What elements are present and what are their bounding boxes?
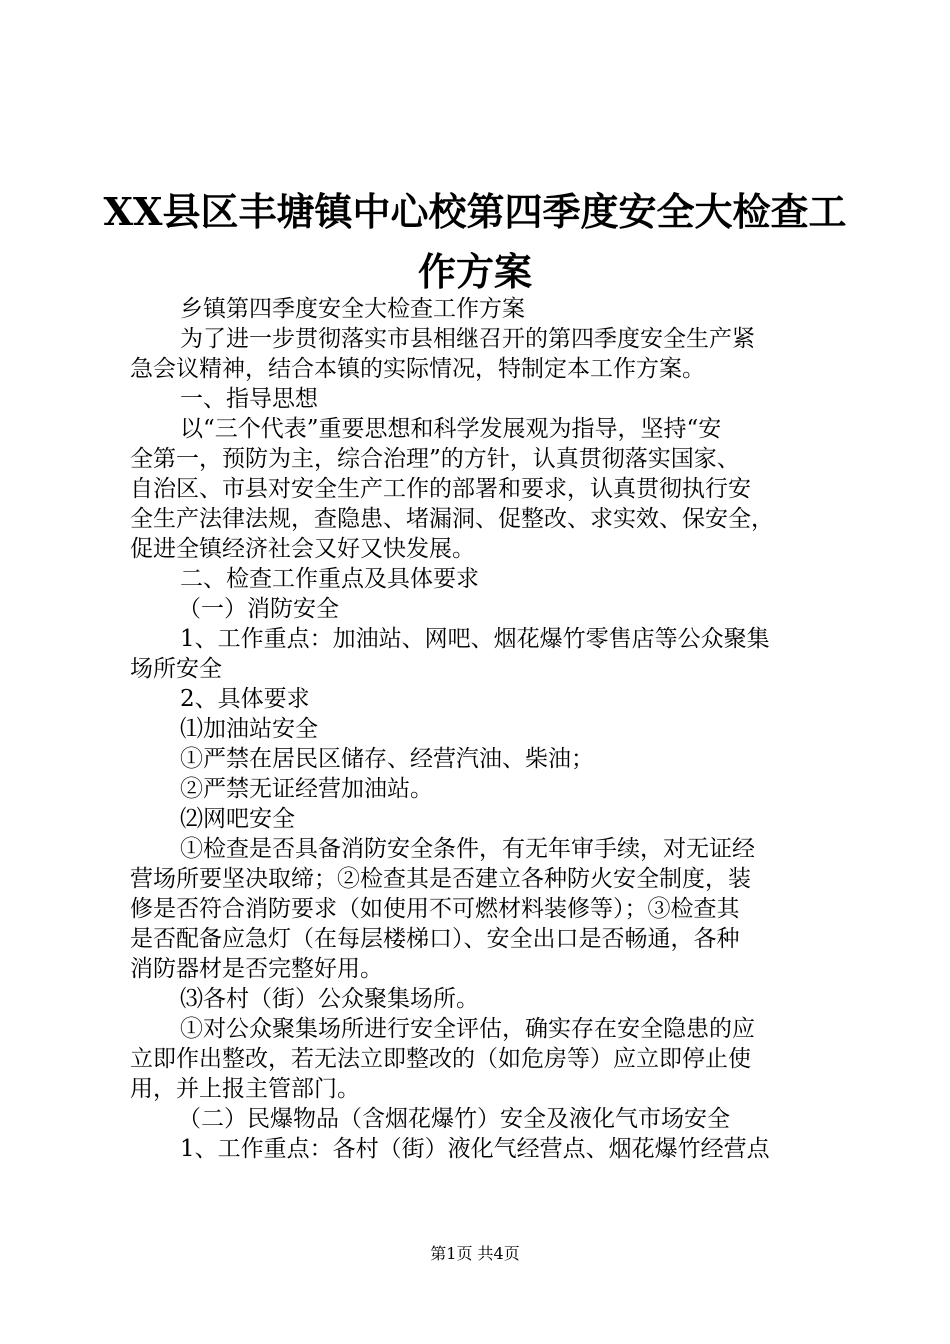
paragraph-line: 自治区、市县对安全生产工作的部署和要求，认真贯彻执行安 <box>130 476 751 502</box>
paragraph-line: 2、具体要求 <box>180 686 310 712</box>
section-heading: 二、检查工作重点及具体要求 <box>180 566 479 592</box>
document-title-line-1: XX县区丰塘镇中心校第四季度安全大检查工 <box>103 189 847 234</box>
paragraph-line: 场所安全 <box>130 656 222 682</box>
paragraph-line: 为了进一步贯彻落实市县相继召开的第四季度安全生产紧 <box>180 326 755 352</box>
document-title-line-2: 作方案 <box>417 249 532 294</box>
paragraph-line: ⑴加油站安全 <box>180 716 318 742</box>
paragraph-line: ①检查是否具备消防安全条件，有无年审手续，对无证经 <box>180 836 755 862</box>
paragraph-line: ②严禁无证经营加油站。 <box>180 776 433 802</box>
paragraph-line: 修是否符合消防要求（如使用不可燃材料装修等）；③检查其 <box>130 896 740 922</box>
paragraph-line: 1、工作重点：各村（街）液化气经营点、烟花爆竹经营点 <box>180 1136 770 1162</box>
paragraph-line: 以“三个代表”重要思想和科学发展观为指导，坚持“安 <box>180 416 722 442</box>
paragraph-line: 1、工作重点：加油站、网吧、烟花爆竹零售店等公众聚集 <box>180 626 770 652</box>
paragraph-line: 乡镇第四季度安全大检查工作方案 <box>180 296 525 322</box>
paragraph-line: 营场所要坚决取缔；②检查其是否建立各种防火安全制度，装 <box>130 866 751 892</box>
paragraph-line: 是否配备应急灯（在每层楼梯口）、安全出口是否畅通，各种 <box>130 926 740 952</box>
section-heading: 一、指导思想 <box>180 386 318 412</box>
paragraph-line: ①对公众聚集场所进行安全评估，确实存在安全隐患的应 <box>180 1016 755 1042</box>
paragraph-line: ①严禁在居民区储存、经营汽油、柴油； <box>180 746 594 772</box>
paragraph-line: 全生产法律法规，查隐患、堵漏洞、促整改、求实效、保安全， <box>130 506 774 532</box>
paragraph-line: 立即作出整改，若无法立即整改的（如危房等）应立即停止使 <box>130 1046 751 1072</box>
paragraph-line: 全第一，预防为主，综合治理”的方针，认真贯彻落实国家、 <box>130 446 740 472</box>
paragraph-line: 消防器材是否完整好用。 <box>130 956 383 982</box>
paragraph-line: 用，并上报主管部门。 <box>130 1076 360 1102</box>
paragraph-line: 促进全镇经济社会又好又快发展。 <box>130 536 475 562</box>
paragraph-line: ⑶各村（街）公众聚集场所。 <box>180 986 479 1012</box>
paragraph-line: 急会议精神，结合本镇的实际情况，特制定本工作方案。 <box>130 356 705 382</box>
document-body <box>130 294 835 1164</box>
paragraph-line: ⑵网吧安全 <box>180 806 295 832</box>
subsection-heading: （二）民爆物品（含烟花爆竹）安全及液化气市场安全 <box>178 1106 730 1132</box>
subsection-heading: （一）消防安全 <box>178 596 339 622</box>
page-number-footer: 第1页 共4页 <box>430 1244 520 1263</box>
